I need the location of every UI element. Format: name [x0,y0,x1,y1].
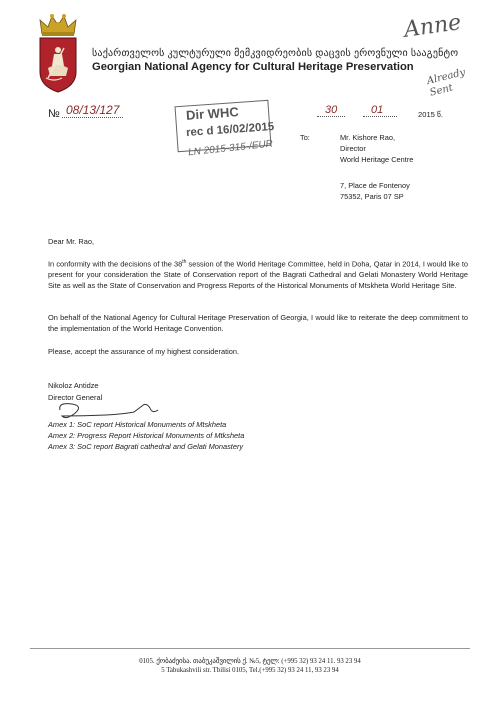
paragraph-1 [48,257,468,292]
annex-2: Amex 2: Progress Report Historical Monuments of Mtksheta [48,431,245,440]
stamp-dir-whc: Dir WHC [185,104,240,123]
handwritten-note-2: Already Sent [425,66,467,99]
recipient-name: Mr. Kishore Rao, [340,133,396,142]
signer-title: Director General [48,393,103,402]
date-month: 01 [363,104,397,117]
annex-1: Amex 1: SoC report Historical Monuments of Mtskheta [48,420,227,429]
annex-3: Amex 3: SoC report Bagrati cathedral and Gelati Monastery [48,442,244,451]
recipient-block [340,133,413,203]
paragraph-1-rest: session of the World Heritage Committee, held in Doha, Qatar in 2014, I would like to present for your consideration the State of Conservation report of the Bagrati Cathedral and Gelati Monastery World Heritage Site as well as the State of Conservation and Progress Reports of the Historical Monuments of Mtskheta World Heritage Site. [48,259,469,291]
stamp-received-date: rec d 16/02/2015 [185,120,275,140]
recipient-org: World Heritage Centre [340,154,414,164]
date-day: 30 [317,104,345,117]
footer-address-english: 5 Tabukashvili str. Tbilisi 0105, Tel.(+995 32) 93 24 11, 93 23 94 [161,667,339,674]
signer-name: Nikoloz Antidze [48,381,99,390]
footer-address-georgian: 0105. ქობაძეისა. თაბუკაშვილის ქ. №5, ტელ: (+995 32) 93 24 11. 93 23 94 [139,658,361,665]
paragraph-3: Please, accept the assurance of my highest consideration. [48,347,240,356]
salutation: Dear Mr. Rao, [48,237,94,246]
reference-number: 08/13/127 [62,103,123,118]
coat-of-arms-icon [34,12,82,94]
paragraph-2: On behalf of the National Agency for Cultural Heritage Preservation of Georgia, I would like to reiterate the deep commitment to the implementation of the World Heritage Convention. [48,313,468,333]
stamp-handwritten-ref: LN 2015-315-/EUR [187,138,274,159]
ordinal-suffix: th [182,259,187,265]
footer-rule [30,648,470,649]
agency-name-georgian: საქართველოს კულტურული მემკვიდრეობის დაცვის ეროვნული სააგენტო [92,48,459,59]
to-label: To: [300,133,310,142]
agency-name-english: Georgian National Agency for Cultural Heritage Preservation [92,61,414,73]
agency-emblem [34,12,82,94]
reference-no-label: № [48,108,60,120]
handwritten-note: Anne [402,10,463,43]
paragraph-1-start: In conformity with the decisions of the 38 [48,259,183,269]
recipient-street: 7, Place de Fontenoy [340,181,410,191]
recipient-city: 75352, Paris 07 SP [340,192,404,202]
recipient-title: Director [340,143,366,153]
date-year: 2015 წ. [418,110,444,119]
